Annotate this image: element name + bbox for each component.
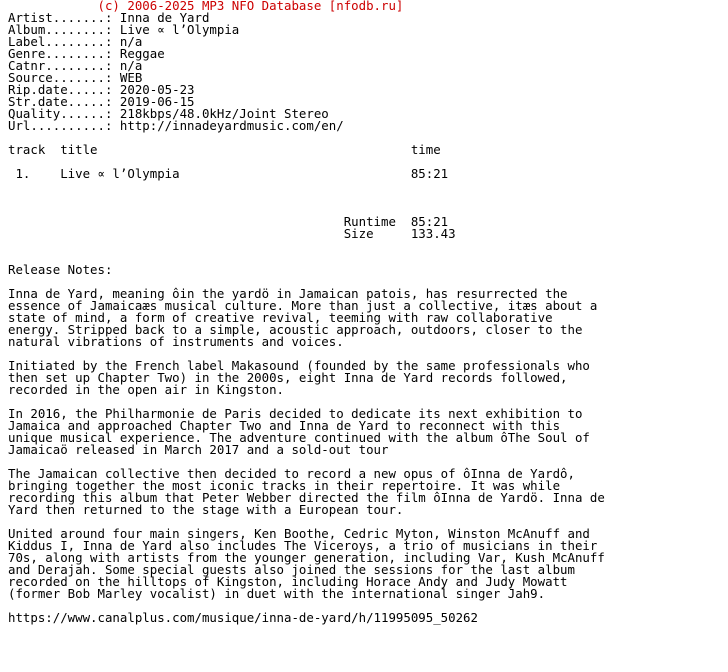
release-notes-line: 70s, along with artists from the younger generation, including Var, Kush McAnuff <box>8 550 605 565</box>
release-notes-line: and Derajah. Some special guests also joined the sessions for the last album <box>8 562 575 577</box>
release-notes-line: Yard then returned to the stage with a European tour. <box>8 502 404 517</box>
release-notes-line: unique musical experience. The adventure continued with the album ôThe Soul of <box>8 430 590 445</box>
nfo-blank-line <box>8 240 605 252</box>
release-notes-line: (former Bob Marley vocalist) in duet with the international singer Jah9. <box>8 586 546 601</box>
nfo-line-genre: Genre........: Reggae <box>8 46 165 61</box>
tracklist-header: track title time <box>8 142 441 157</box>
release-notes-heading: Release Notes: <box>8 262 113 277</box>
release-notes-line: recorded in the open air in Kingston. <box>8 382 285 397</box>
release-notes-line: essence of Jamaicaæs musical culture. More than just a collective, itæs about a <box>8 298 598 313</box>
release-notes-line: Jamaica and approached Chapter Two and Inna de Yard to reconnect with this <box>8 418 561 433</box>
release-notes-line: then set up Chapter Two) in the 2000s, eight Inna de Yard records followed, <box>8 370 568 385</box>
size-line: Size 133.43 <box>8 226 456 241</box>
release-notes-line: natural vibrations of instruments and voices. <box>8 334 344 349</box>
nfo-line-catnr: Catnr........: n/a <box>8 58 143 73</box>
release-notes-line: Initiated by the French label Makasound (founded by the same professionals who <box>8 358 590 373</box>
release-notes-line: Inna de Yard, meaning ôin the yardö in Jamaican patois, has resurrected the <box>8 286 568 301</box>
nfo-line-artist: Artist.......: Inna de Yard <box>8 10 210 25</box>
release-notes-line: Jamaicaö released in March 2017 and a sold-out tour <box>8 442 389 457</box>
release-notes-line: United around four main singers, Ken Boothe, Cedric Myton, Winston McAnuff and <box>8 526 590 541</box>
release-notes-line: recording this album that Peter Webber directed the film ôInna de Yardö. Inna de <box>8 490 605 505</box>
nfo-line-label: Label........: n/a <box>8 34 143 49</box>
release-notes-line: energy. Stripped back to a simple, acoustic approach, outdoors, closer to the <box>8 322 583 337</box>
nfo-blank-line <box>8 192 605 204</box>
runtime-line: Runtime 85:21 <box>8 214 449 229</box>
nfo-blank-line <box>8 180 605 192</box>
release-notes-line: recorded on the hilltops of Kingston, including Horace Andy and Judy Mowatt <box>8 574 568 589</box>
release-notes-line: Kiddus I, Inna de Yard also includes The Viceroys, a trio of musicians in their <box>8 538 598 553</box>
nfo-line-rip-date: Rip.date.....: 2020-05-23 <box>8 82 195 97</box>
nfo-header-credit: (c) 2006-2025 MP3 NFO Database [nfodb.ru] <box>8 0 404 13</box>
source-url-line: https://www.canalplus.com/musique/inna-de-yard/h/11995095_50262 <box>8 610 478 625</box>
release-notes-line: state of mind, a form of creative revival, teeming with raw collaborative <box>8 310 553 325</box>
nfo-line-album: Album........: Live ∝ l’Olympia <box>8 22 240 37</box>
tracklist-row: 1. Live ∝ l’Olympia 85:21 <box>8 166 449 181</box>
release-notes-line: In 2016, the Philharmonie de Paris decided to dedicate its next exhibition to <box>8 406 583 421</box>
release-notes-line: bringing together the most iconic tracks in their repertoire. It was while <box>8 478 561 493</box>
release-notes-line: The Jamaican collective then decided to record a new opus of ôInna de Yardô, <box>8 466 575 481</box>
nfo-line-str-date: Str.date.....: 2019-06-15 <box>8 94 195 109</box>
nfo-line-url: Url..........: http://innadeyardmusic.com/en/ <box>8 118 344 133</box>
nfo-line-source: Source.......: WEB <box>8 70 143 85</box>
nfo-text-block <box>8 0 605 624</box>
nfo-line-quality: Quality......: 218kbps/48.0kHz/Joint Stereo <box>8 106 329 121</box>
